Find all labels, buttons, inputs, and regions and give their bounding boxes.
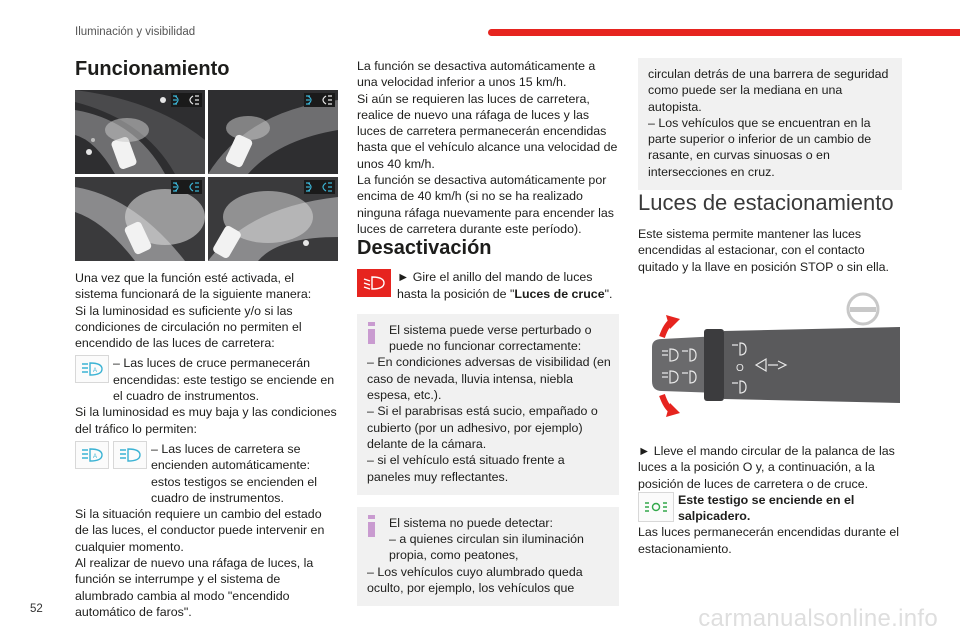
note-cont-text: circulan detrás de una barrera de seguridad como puede ser la mediana en una autopista. — [648, 67, 889, 114]
svg-text:A: A — [93, 453, 98, 460]
low-beam-warning-icon — [357, 269, 391, 297]
headlight-indicator-icon — [171, 180, 202, 194]
note2-lead: El sistema no puede detectar: — [389, 515, 553, 530]
headlight-indicator-icon — [171, 93, 202, 107]
svg-text:A: A — [93, 368, 98, 375]
parking-step-text: ► Lleve el mando circular de la palanca de las luces a la posición O y, a continuación, a la posición de luces de carretera o de cruce. — [638, 443, 895, 491]
running-header: Iluminación y visibilidad — [75, 26, 196, 38]
column-2 — [357, 58, 619, 606]
title-funcionamiento: Funcionamiento — [75, 58, 230, 80]
note-detection-cont — [638, 58, 902, 190]
steering-wheel-icon — [848, 294, 878, 324]
again-text: Si aún se requieren las luces de carretera, realice de nuevo una ráfaga de luces y las luces de carretera permanecerán encendidas hasta que el vehículo alcance una velocidad de unos 40 km/h. — [357, 91, 618, 171]
note2-item: – Los vehículos cuyo alumbrado queda oculto, por ejemplo, los vehículos que — [367, 564, 583, 596]
high-beam-text: – Las luces de carretera se encienden automáticamente: estos testigos se encienden el cuadro de instrumentos. — [151, 441, 318, 505]
note1-lead: El sistema puede verse perturbado o puede no funcionar correctamente: — [389, 322, 592, 354]
indicator-text: Este testigo se enciende en el salpicadero. — [678, 492, 855, 524]
low-beam-auto-icon — [75, 355, 109, 383]
lights-stalk-illustration — [638, 291, 902, 431]
intro-text: Una vez que la función esté activada, el sistema funcionará de la siguiente manera: — [75, 271, 312, 302]
headlight-indicator-icon — [304, 93, 335, 107]
note-cont-item: – Los vehículos que se encuentran en la parte superior o inferior de un cambio de rasante, en curvas sinuosas o en intersecciones en cruz. — [648, 115, 872, 179]
note1-item: – Si el parabrisas está sucio, empañado o cubierto (por un adhesivo, por ejemplo) delante de la cámara. — [367, 404, 598, 451]
luminosity-good-text: Si la luminosidad es suficiente y/o si las condiciones de circulación no permiten el encendido de las luces de carretera: — [75, 303, 302, 351]
road-illustration-1 — [75, 90, 205, 174]
final-text: Las luces permanecerán encendidas durante el estacionamiento. — [638, 525, 900, 556]
road-illustration-4 — [208, 177, 338, 261]
deact-step-text: ► Gire el anillo del mando de luces hasta la posición de "Luces de cruce". — [397, 270, 613, 301]
change-text: Si la situación requiere un cambio del estado de las luces, el conductor puede intervenir en cualquier momento. — [75, 507, 325, 554]
arrow-up-icon — [662, 315, 680, 337]
low-beam-text: – Las luces de cruce permanecerán encendidas: este testigo se enciende en el cuadro de instrumentos. — [113, 356, 335, 404]
arrow-down-icon — [662, 395, 680, 417]
high-beam-row — [75, 441, 337, 506]
parking-text: Este sistema permite mantener las luces encendidas al estacionar, con el contacto quitado y la llave en posición STOP o sin ella. — [638, 227, 889, 274]
note-detection — [357, 507, 619, 606]
svg-text:O: O — [736, 362, 744, 374]
title-desactivacion: Desactivación — [357, 237, 492, 260]
note1-item: – si el vehículo está situado frente a paneles muy reflectantes. — [367, 453, 565, 484]
parking-light-indicator-icon — [638, 492, 674, 522]
note2-item: – a quienes circulan sin iluminación propia, como peatones, — [389, 532, 584, 563]
info-icon — [367, 515, 376, 537]
column-1 — [75, 58, 337, 620]
column-3 — [638, 58, 902, 557]
watermark: carmanualsonline.info — [698, 605, 938, 632]
page-number: 52 — [30, 603, 43, 615]
luminosity-low-text: Si la luminosidad es muy baja y las condiciones del tráfico lo permiten: — [75, 405, 337, 436]
deact40-text: La función se desactiva automáticamente por encima de 40 km/h (si no se ha realizado ninguna ráfaga nuevamente para encender las luces de carretera durante este período). — [357, 173, 614, 236]
high-beam-icon — [113, 441, 147, 469]
road-illustration-3 — [75, 177, 205, 261]
note-perturbation — [357, 314, 619, 495]
low-beam-row — [75, 355, 337, 404]
note1-item: – En condiciones adversas de visibilidad (en caso de nevada, lluvia intensa, niebla espesa, etc.). — [367, 355, 611, 403]
deact-step-row — [357, 269, 619, 302]
indicator-row — [638, 492, 902, 525]
illustration-grid — [75, 90, 337, 261]
title-parking-lights: Luces de estacionamiento — [638, 190, 894, 216]
road-illustration-2 — [208, 90, 338, 174]
high-beam-auto-icon — [75, 441, 109, 469]
headlight-indicator-icon — [304, 180, 335, 194]
info-icon — [367, 322, 376, 344]
flash-text: Al realizar de nuevo una ráfaga de luces, la función se interrumpe y el sistema de alumbrado cambia al modo "encendido automático de faros". — [75, 556, 314, 619]
speed-text: La función se desactiva automáticamente a una velocidad inferior a unos 15 km/h. — [357, 59, 596, 90]
header-accent-bar — [488, 29, 960, 36]
